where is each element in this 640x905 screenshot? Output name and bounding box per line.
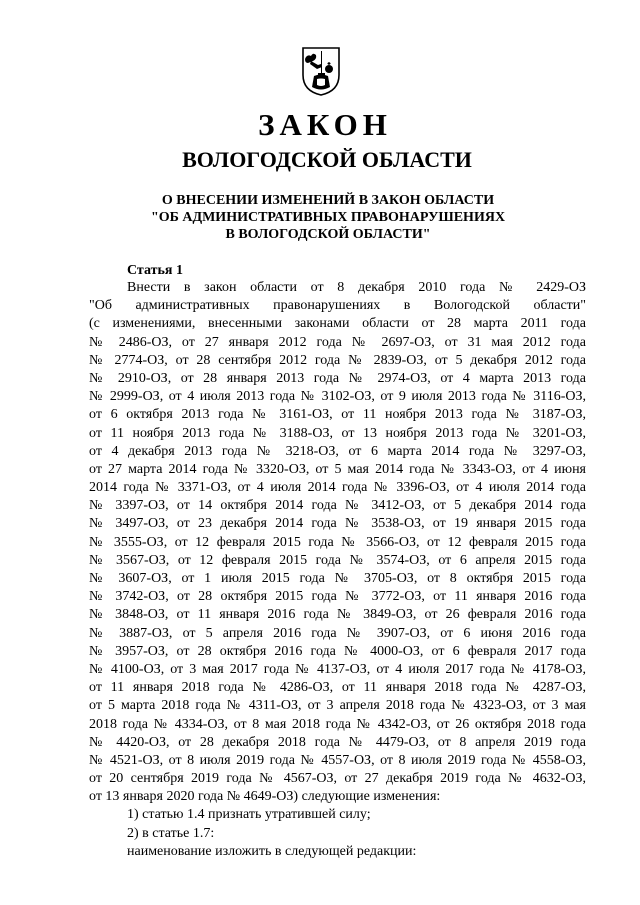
paragraph-line: № 2999-ОЗ, от 4 июля 2013 года № 3102-ОЗ, от 9 июля 2013 года № 3116-ОЗ, — [89, 389, 586, 405]
article-body — [89, 279, 586, 861]
paragraph-line: от 11 января 2018 года № 4286-ОЗ, от 11 января 2018 года № 4287-ОЗ, — [89, 680, 586, 696]
paragraph-line: № 2774-ОЗ, от 28 сентября 2012 года № 2839-ОЗ, от 5 декабря 2012 года — [89, 352, 586, 368]
paragraph-line: № 3607-ОЗ, от 1 июля 2015 года № 3705-ОЗ, от 8 октября 2015 года — [89, 571, 586, 586]
subtitle-line: "ОБ АДМИНИСТРАТИВНЫХ ПРАВОНАРУШЕНИЯХ — [150, 210, 506, 225]
paragraph-line: 2014 года № 3371-ОЗ, от 4 июля 2014 года № 3396-ОЗ, от 4 июля 2014 года — [89, 480, 586, 496]
paragraph-line: "Об административных правонарушениях в Вологодской области" — [89, 298, 586, 314]
paragraph-line: № 3742-ОЗ, от 28 октября 2015 года № 3772-ОЗ, от 11 января 2016 года — [89, 589, 586, 605]
law-subtitle — [0, 192, 640, 243]
list-item: 1) статью 1.4 признать утратившей силу; — [127, 807, 371, 823]
paragraph-line: от 27 марта 2014 года № 3320-ОЗ, от 5 мая 2014 года № 3343-ОЗ, от 4 июня — [89, 461, 586, 477]
paragraph-line: от 20 сентября 2019 года № 4567-ОЗ, от 27 декабря 2019 года № 4632-ОЗ, — [89, 771, 586, 787]
paragraph-line: № 3957-ОЗ, от 28 октября 2016 года № 4000-ОЗ, от 6 февраля 2017 года — [89, 643, 586, 659]
paragraph-line: Внести в закон области от 8 декабря 2010 года № 2429-ОЗ — [127, 280, 586, 295]
coat-of-arms-icon — [300, 45, 342, 97]
paragraph-line: № 3555-ОЗ, от 12 февраля 2015 года № 3566-ОЗ, от 12 февраля 2015 года — [89, 534, 586, 550]
paragraph-line: от 4 декабря 2013 года № 3218-ОЗ, от 6 марта 2014 года № 3297-ОЗ, — [89, 443, 586, 459]
subtitle-line: О ВНЕСЕНИИ ИЗМЕНЕНИЙ В ЗАКОН ОБЛАСТИ — [161, 193, 495, 208]
paragraph-line: № 3887-ОЗ, от 5 апреля 2016 года № 3907-ОЗ, от 6 июня 2016 года — [89, 625, 586, 641]
paragraph-line: № 4420-ОЗ, от 28 декабря 2018 года № 4479-ОЗ, от 8 апреля 2019 года — [89, 734, 586, 750]
list-item: наименование изложить в следующей редакции: — [127, 843, 417, 859]
law-title: ЗАКОН — [258, 107, 392, 142]
paragraph-line: от 5 марта 2018 года № 4311-ОЗ, от 3 апреля 2018 года № 4323-ОЗ, от 3 мая — [89, 698, 586, 714]
article-heading: Статья 1 — [127, 263, 183, 278]
paragraph-line: от 13 января 2020 года № 4649-ОЗ) следующие изменения: — [89, 789, 441, 805]
paragraph-line: № 3567-ОЗ, от 12 февраля 2015 года № 3574-ОЗ, от 6 апреля 2015 года — [89, 552, 586, 568]
coat-of-arms-emblem — [300, 45, 342, 97]
paragraph-line: от 6 октября 2013 года № 3161-ОЗ, от 11 ноября 2013 года № 3187-ОЗ, — [89, 407, 586, 423]
paragraph-line: 2018 года № 4334-ОЗ, от 8 мая 2018 года № 4342-ОЗ, от 26 октября 2018 года — [89, 716, 586, 732]
list-item: 2) в статье 1.7: — [127, 825, 215, 841]
paragraph-line: № 4100-ОЗ, от 3 мая 2017 года № 4137-ОЗ, от 4 июля 2017 года № 4178-ОЗ, — [89, 661, 586, 677]
paragraph-line: № 3397-ОЗ, от 14 октября 2014 года № 3412-ОЗ, от 5 декабря 2014 года — [89, 498, 586, 514]
paragraph-line: № 3848-ОЗ, от 11 января 2016 года № 3849-ОЗ, от 26 февраля 2016 года — [89, 607, 586, 623]
paragraph-line: № 2486-ОЗ, от 27 января 2012 года № 2697-ОЗ, от 31 мая 2012 года — [89, 334, 586, 350]
paragraph-line: № 4521-ОЗ, от 8 июля 2019 года № 4557-ОЗ, от 8 июля 2019 года № 4558-ОЗ, — [89, 752, 586, 768]
paragraph-line: (с изменениями, внесенными законами области от 28 марта 2011 года — [89, 316, 586, 332]
region-title: ВОЛОГОДСКОЙ ОБЛАСТИ — [182, 147, 472, 172]
subtitle-line: В ВОЛОГОДСКОЙ ОБЛАСТИ" — [225, 227, 431, 242]
paragraph-line: № 2910-ОЗ, от 28 января 2013 года № 2974-ОЗ, от 4 марта 2013 года — [89, 370, 586, 386]
paragraph-line: № 3497-ОЗ, от 23 декабря 2014 года № 3538-ОЗ, от 19 января 2015 года — [89, 516, 586, 532]
paragraph-line: от 11 ноября 2013 года № 3188-ОЗ, от 13 ноября 2013 года № 3201-ОЗ, — [89, 425, 586, 441]
